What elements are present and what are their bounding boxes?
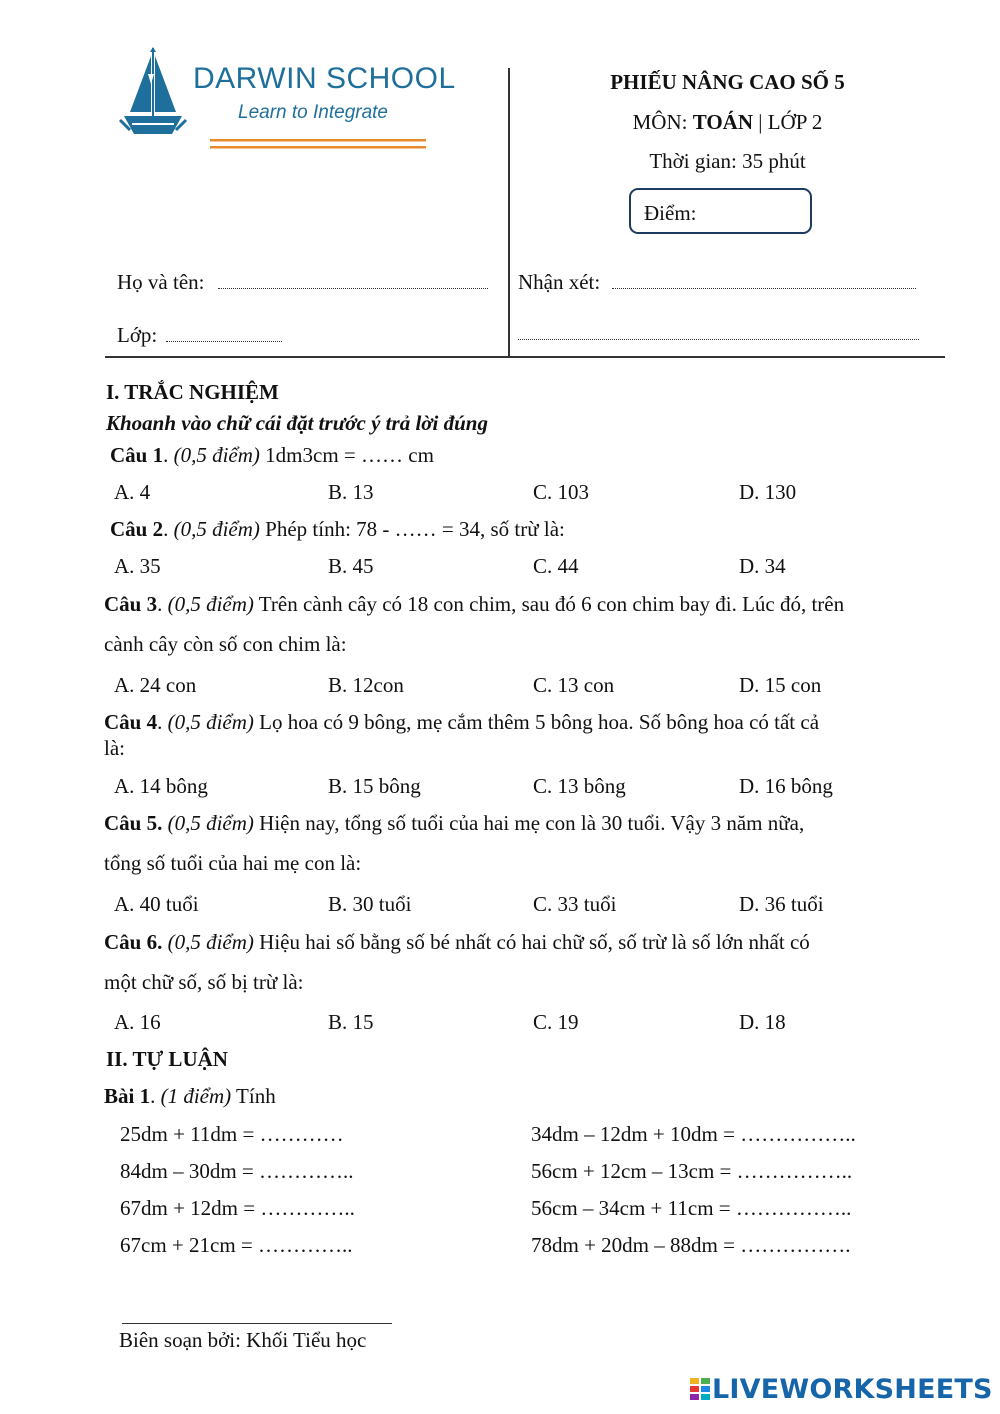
q4-option-b[interactable]: B. 15 bông — [328, 774, 421, 798]
question-6 — [104, 930, 810, 955]
question-points: (0,5 điểm) — [167, 592, 254, 616]
question-3: Câu 3. (0,5 điểm) Trên cành cây có 18 con chim, sau đó 6 con chim bay đi. Lúc đó, trên — [104, 592, 845, 616]
question-4-continued: là: — [104, 736, 125, 760]
calc-right-2[interactable]: 56cm + 12cm – 13cm = …………….. — [531, 1159, 853, 1183]
q6-option-c[interactable]: C. 19 — [533, 1010, 579, 1034]
school-name: DARWIN SCHOOL — [193, 62, 456, 95]
footer-author: Biên soạn bởi: Khối Tiểu học — [119, 1328, 367, 1352]
q1-option-b[interactable]: B. 13 — [328, 480, 374, 504]
question-text: 1dm3cm = …… cm — [259, 443, 434, 467]
liveworksheets-brand: LIVEWORKSHEETS — [712, 1373, 993, 1405]
question-points: (0,5 điểm) — [167, 811, 254, 835]
question-6-continued: một chữ số, số bị trừ là: — [104, 970, 304, 994]
question-text: Phép tính: 78 - …… = 34, số trừ là: — [259, 517, 565, 541]
question-points: (0,5 điểm) — [173, 443, 260, 467]
footer-rule — [122, 1323, 392, 1324]
calc-right-4[interactable]: 78dm + 20dm – 88dm = ……………. — [531, 1233, 851, 1257]
task-1: Bài 1. (1 điểm) Tính — [104, 1084, 276, 1108]
subject-name: TOÁN — [692, 110, 754, 134]
subject-line — [520, 110, 935, 135]
q5-option-a[interactable]: A. 40 tuổi — [114, 892, 199, 916]
school-slogan: Learn to Integrate — [238, 102, 388, 123]
question-label: Câu 2 — [110, 517, 164, 541]
question-2: Câu 2. (0,5 điểm) Phép tính: 78 - …… = 34, số trừ là: — [110, 517, 565, 541]
calc-left-4[interactable]: 67cm + 21cm = ………….. — [120, 1233, 353, 1257]
name-label: Họ và tên: — [117, 270, 205, 294]
task-label: Bài 1 — [104, 1084, 151, 1108]
task-points: (1 điểm) — [160, 1084, 232, 1108]
class-field[interactable] — [166, 341, 282, 342]
q3-option-b[interactable]: B. 12con — [328, 673, 404, 697]
q1-option-a[interactable]: A. 4 — [114, 480, 151, 504]
question-points: (0,5 điểm) — [167, 930, 254, 954]
q2-option-b[interactable]: B. 45 — [328, 554, 374, 578]
q3-option-d[interactable]: D. 15 con — [739, 673, 822, 697]
sailboat-logo-icon — [118, 44, 188, 139]
calc-right-3[interactable]: 56cm – 34cm + 11cm = …………….. — [531, 1196, 852, 1220]
name-field[interactable] — [218, 288, 488, 289]
class-label: Lớp: — [117, 323, 158, 347]
comment-field-line-2[interactable] — [518, 339, 919, 340]
q6-option-d[interactable]: D. 18 — [739, 1010, 786, 1034]
duration: Thời gian: 35 phút — [649, 149, 806, 173]
question-label: Câu 3 — [104, 592, 158, 616]
calc-left-2[interactable]: 84dm – 30dm = ………….. — [120, 1159, 354, 1183]
q2-option-c[interactable]: C. 44 — [533, 554, 579, 578]
calc-left-3[interactable]: 67dm + 12dm = ………….. — [120, 1196, 355, 1220]
liveworksheets-grid-icon — [690, 1378, 710, 1400]
subject-suffix: | LỚP 2 — [753, 110, 823, 134]
question-label: Câu 4 — [104, 710, 158, 734]
q5-option-c[interactable]: C. 33 tuổi — [533, 892, 617, 916]
sheet-title: PHIẾU NÂNG CAO SỐ 5 — [610, 70, 845, 94]
q1-option-d[interactable]: D. 130 — [739, 480, 797, 504]
q5-option-b[interactable]: B. 30 tuổi — [328, 892, 412, 916]
q6-option-a[interactable]: A. 16 — [114, 1010, 161, 1034]
question-3-continued: cành cây còn số con chim là: — [104, 632, 347, 656]
question-points: (0,5 điểm) — [173, 517, 260, 541]
question-points: (0,5 điểm) — [167, 710, 254, 734]
calc-left-1[interactable]: 25dm + 11dm = ………… — [120, 1122, 344, 1146]
comment-field-line-1[interactable] — [612, 288, 916, 289]
section1-instruction: Khoanh vào chữ cái đặt trước ý trả lời đúng — [106, 411, 488, 435]
question-text: Trên cành cây có 18 con chim, sau đó 6 con chim bay đi. Lúc đó, trên — [253, 592, 845, 616]
q1-option-c[interactable]: C. 103 — [533, 480, 590, 504]
q4-option-c[interactable]: C. 13 bông — [533, 774, 626, 798]
question-text: Hiện nay, tổng số tuổi của hai mẹ con là 30 tuổi. Vậy 3 năm nữa, — [253, 811, 805, 835]
q6-option-b[interactable]: B. 15 — [328, 1010, 374, 1034]
question-label: Câu 5. — [104, 811, 163, 835]
section2-title: II. TỰ LUẬN — [106, 1047, 228, 1071]
score-label: Điểm: — [644, 201, 697, 225]
q4-option-d[interactable]: D. 16 bông — [739, 774, 833, 798]
q2-option-d[interactable]: D. 34 — [739, 554, 786, 578]
header-bottom-rule — [105, 356, 945, 358]
task-text: Tính — [231, 1084, 276, 1108]
logo-underline-decoration — [210, 139, 426, 151]
comment-label: Nhận xét: — [518, 270, 601, 294]
question-text: Lọ hoa có 9 bông, mẹ cắm thêm 5 bông hoa. Số bông hoa có tất cả — [253, 710, 820, 734]
calc-right-1[interactable]: 34dm – 12dm + 10dm = …………….. — [531, 1122, 856, 1146]
q3-option-c[interactable]: C. 13 con — [533, 673, 615, 697]
section1-title: I. TRẮC NGHIỆM — [106, 380, 279, 404]
score-box[interactable] — [629, 188, 812, 234]
question-label: Câu 6. — [104, 930, 163, 954]
question-text: Hiệu hai số bằng số bé nhất có hai chữ số, số trừ là số lớn nhất có — [253, 930, 810, 954]
q3-option-a[interactable]: A. 24 con — [114, 673, 197, 697]
liveworksheets-logo — [690, 1372, 993, 1406]
q5-option-d[interactable]: D. 36 tuổi — [739, 892, 824, 916]
school-logo — [118, 44, 463, 154]
q4-option-a[interactable]: A. 14 bông — [114, 774, 208, 798]
question-5-continued: tổng số tuổi của hai mẹ con là: — [104, 851, 362, 875]
question-1: Câu 1. (0,5 điểm) 1dm3cm = …… cm — [110, 443, 434, 467]
header-vertical-divider — [508, 68, 510, 356]
question-label: Câu 1 — [110, 443, 164, 467]
question-5 — [104, 811, 804, 836]
question-4: Câu 4. (0,5 điểm) Lọ hoa có 9 bông, mẹ cắm thêm 5 bông hoa. Số bông hoa có tất cả — [104, 710, 820, 734]
subject-prefix: MÔN: — [632, 110, 693, 134]
q2-option-a[interactable]: A. 35 — [114, 554, 161, 578]
